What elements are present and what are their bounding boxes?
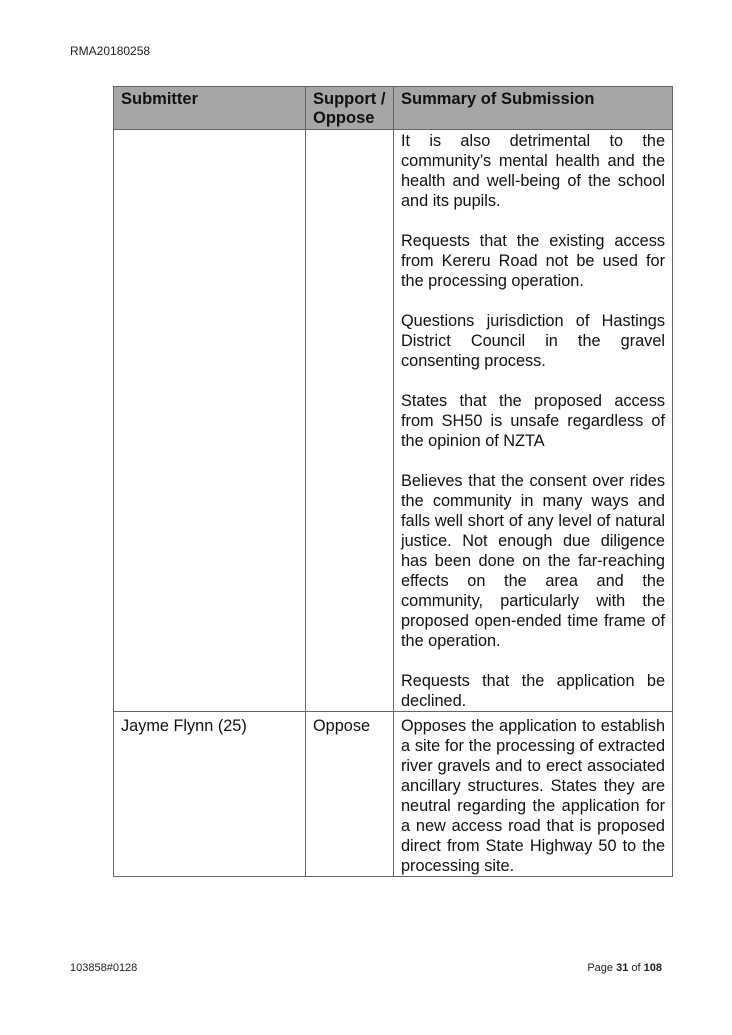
summary-paragraph: Opposes the application to establish a site for the processing of extracted river gravels and to erect associated ancillary structures. States they are neutral regarding the application for a new access road that is proposed direct from State Highway 50 to the processing site. xyxy=(401,717,665,875)
summary-paragraph: Requests that the application be declined. xyxy=(401,672,665,710)
page-total: 108 xyxy=(643,962,662,974)
submissions-table xyxy=(113,86,673,877)
column-header-submitter: Submitter xyxy=(114,87,306,130)
summary-paragraph: Believes that the consent over rides the community in many ways and falls well short of any level of natural justice. Not enough due diligence has been done on the far-reaching effects on the area and the community, particularly with the proposed open-ended time frame of the operation. xyxy=(401,472,665,650)
summary-cell xyxy=(394,712,673,877)
summary-paragraph: States that the proposed access from SH50 is unsafe regardless of the opinion of NZTA xyxy=(401,392,665,450)
page-label: Page xyxy=(587,962,614,974)
footer-document-number: 103858#0128 xyxy=(70,962,138,974)
position-cell: Oppose xyxy=(306,712,394,877)
table-row xyxy=(114,712,673,877)
page-of-label: of xyxy=(631,962,641,974)
summary-cell xyxy=(394,130,673,712)
submitter-cell xyxy=(114,130,306,712)
position-cell xyxy=(306,130,394,712)
summary-paragraph: Questions jurisdiction of Hastings District Council in the gravel consenting process. xyxy=(401,312,665,370)
page-current: 31 xyxy=(616,962,629,974)
table-row xyxy=(114,130,673,712)
footer-page-number xyxy=(587,962,662,974)
submitter-cell: Jayme Flynn (25) xyxy=(114,712,306,877)
column-header-support-oppose: Support / Oppose xyxy=(306,87,394,130)
summary-paragraph: It is also detrimental to the community’s mental health and the health and well-being of the school and its pupils. xyxy=(401,132,665,210)
summary-paragraph: Requests that the existing access from Kereru Road not be used for the processing operation. xyxy=(401,232,665,290)
column-header-summary: Summary of Submission xyxy=(394,87,673,130)
document-reference: RMA20180258 xyxy=(70,44,151,58)
table-header-row xyxy=(114,87,673,130)
